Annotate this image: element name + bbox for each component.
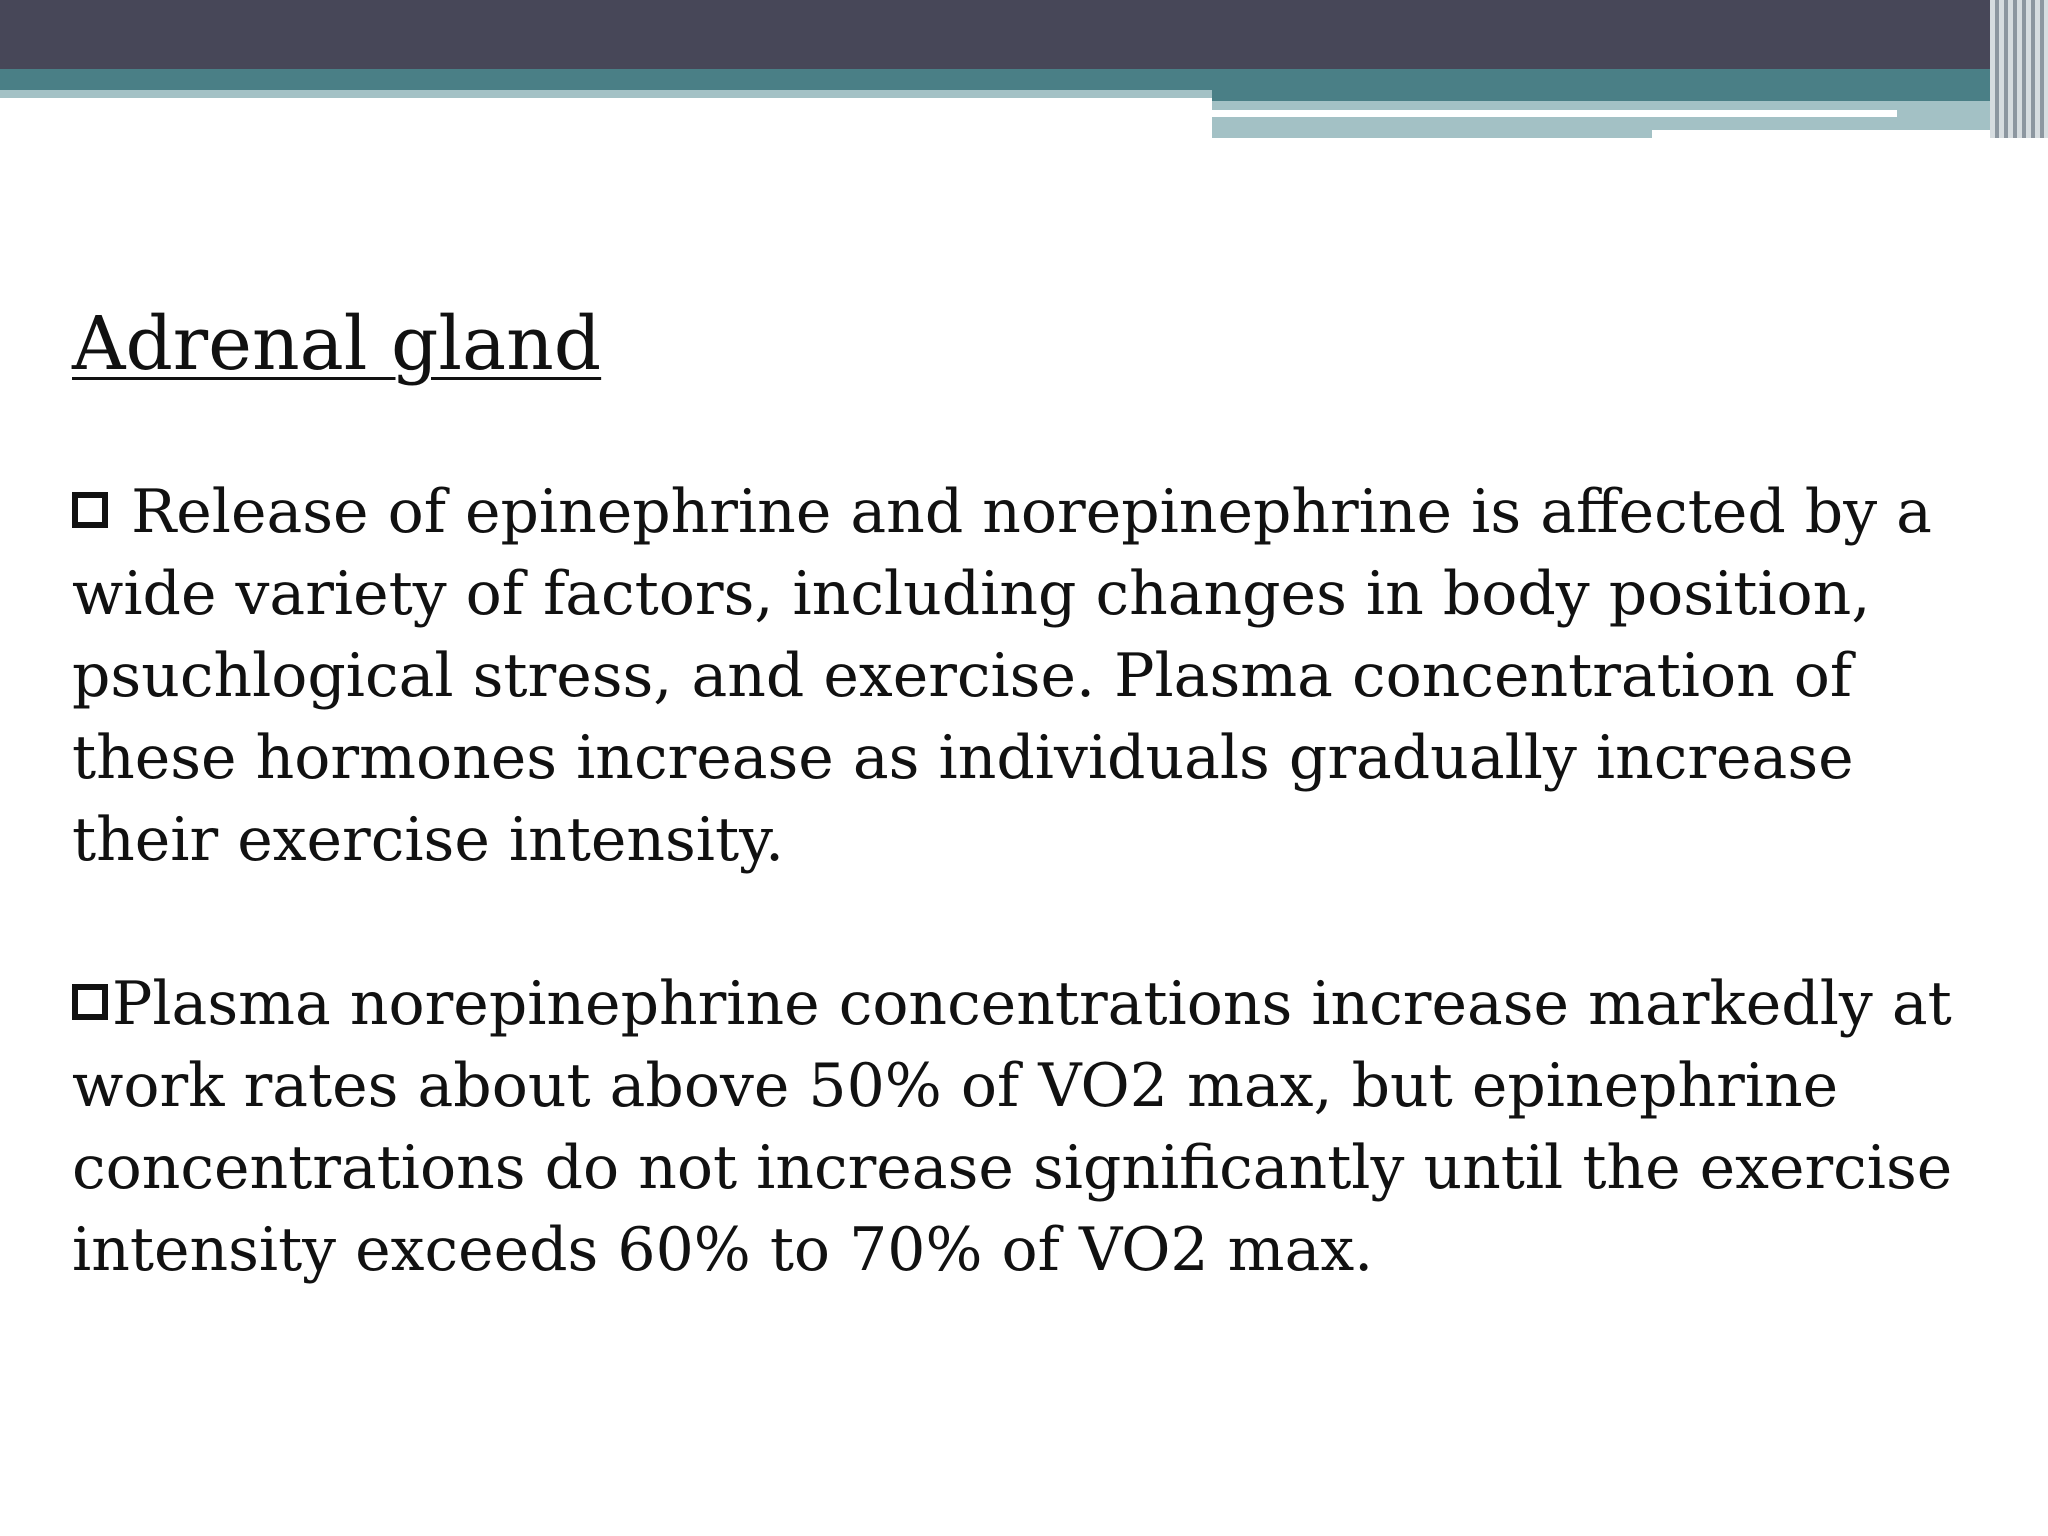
- header-stripes: [1990, 0, 2048, 138]
- bullet-text-2: Plasma norepinephrine concentrations increase markedly at work rates about above 50% of VO2 max, but epinephrine concentrations do not increase significantly until the exercise intensity exceeds 60% to 70% of VO2 max.: [72, 968, 1953, 1285]
- header-bar-teal: [0, 69, 2048, 90]
- checkbox-icon: [72, 492, 108, 528]
- slide-title: Adrenal gland: [72, 301, 602, 387]
- header-accent-line: [1212, 110, 1897, 117]
- header-bar-light-left: [0, 90, 1212, 98]
- bullet-paragraph-1: [72, 471, 1992, 881]
- header-bar-teal-right: [1212, 90, 2048, 101]
- bullet-paragraph-2: [72, 963, 1992, 1291]
- bullet-text-1: Release of epinephrine and norepinephrine is affected by a wide variety of factors, including changes in body position, psuchlogical stress, and exercise. Plasma concentration of these hormones increase as individuals gradually increase their exercise intensity.: [72, 476, 1932, 875]
- header-accent-line-2: [1652, 130, 2048, 138]
- checkbox-icon: [72, 984, 108, 1020]
- header-bar-dark: [0, 0, 2048, 69]
- slide-content: [72, 300, 1992, 1373]
